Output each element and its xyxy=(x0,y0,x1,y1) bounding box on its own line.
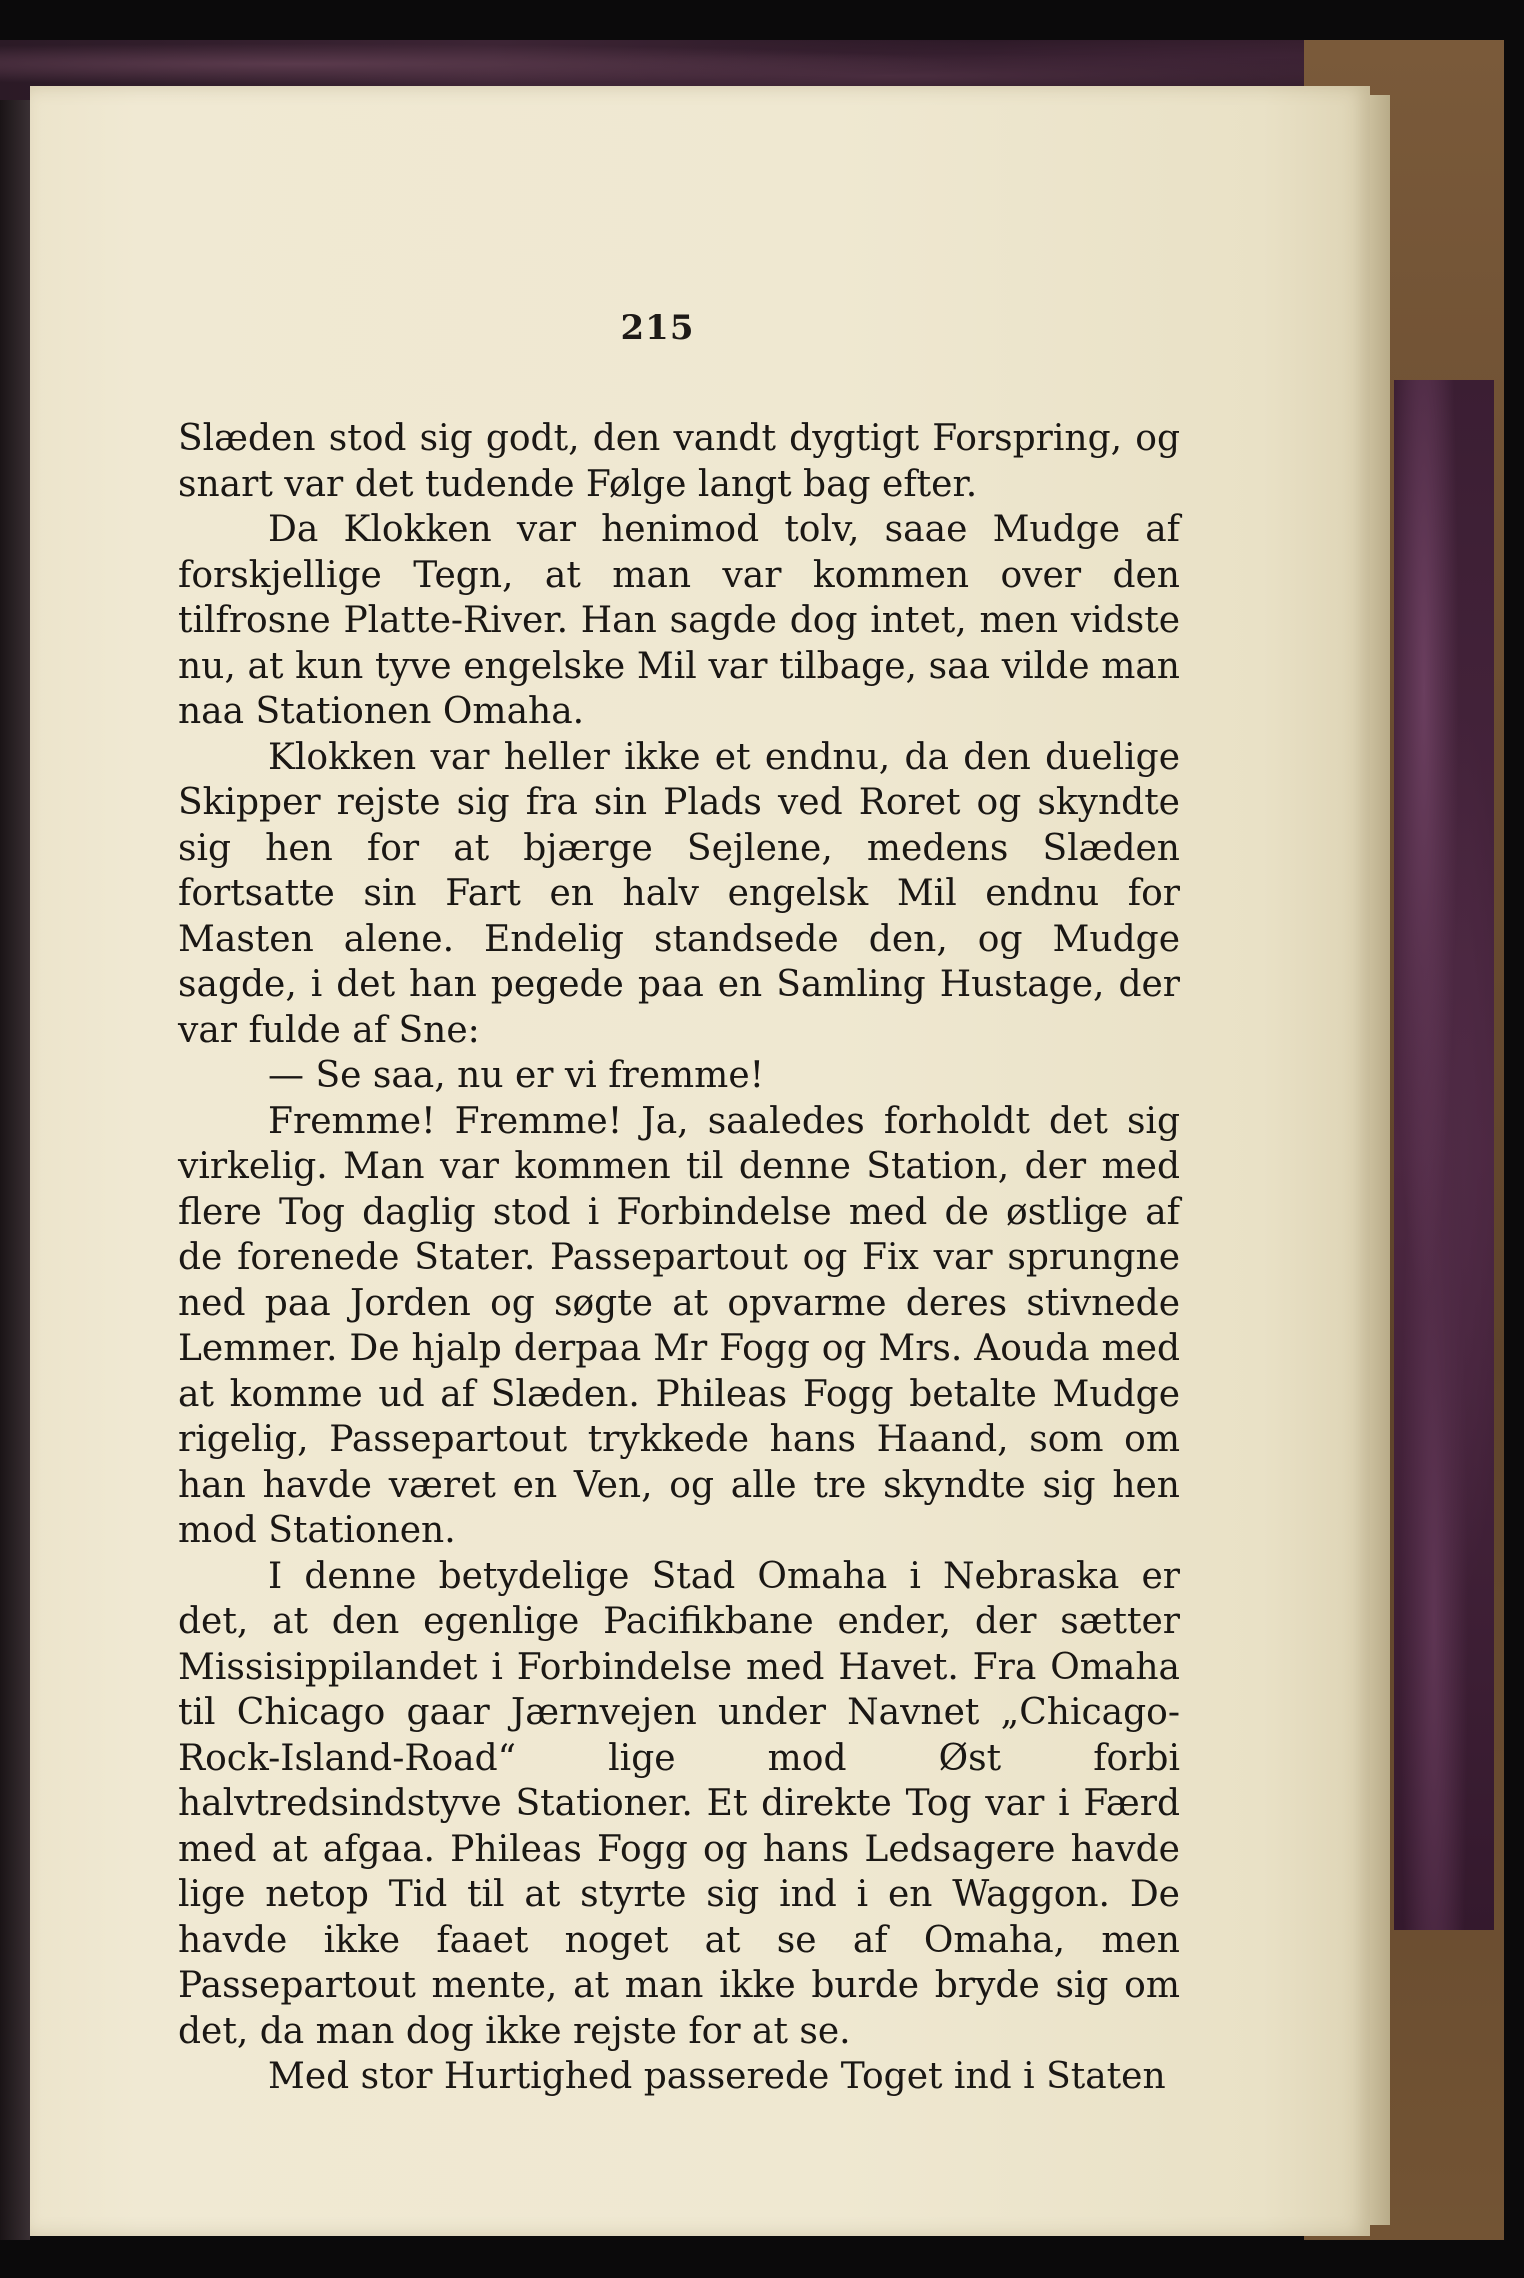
paragraph: Slæden stod sig godt, den vandt dygtigt Forspring, og snart var det tudende Følge langt bag efter. xyxy=(178,418,1180,505)
paragraph: I denne betydelige Stad Omaha i Nebraska er det, at den egenlige Pacifikbane ender, der sætter Missisippilandet i Forbindelse med Havet. Fra Omaha til Chicago gaar Jærnvejen under Navnet „Chicago-Rock-Island-Road“ lige mod Øst forbi halvtredsindstyve Stationer. Et direkte Tog var i Færd med at afgaa. Phileas Fogg og hans Ledsagere havde lige netop Tid til at styrte sig ind i en Waggon. De havde ikke faaet noget at se af Omaha, men Passepartout mente, at man ikke burde bryde sig om det, da man dog ikke rejste for at se. xyxy=(178,1555,1180,2052)
book-page xyxy=(30,86,1370,2236)
page-number: 215 xyxy=(620,308,695,348)
paragraph: Fremme! Fremme! Ja, saaledes forholdt det sig virkelig. Man var kommen til denne Station, der med flere Tog daglig stod i Forbindelse med de østlige af de forenede Stater. Passepartout og Fix var sprungne ned paa Jorden og søgte at opvarme deres stivnede Lemmer. De hjalp derpaa Mr Fogg og Mrs. Aouda med at komme ud af Slæden. Phileas Fogg betalte Mudge rigelig, Passepartout trykkede hans Haand, som om han havde været en Ven, og alle tre skyndte sig hen mod Stationen. xyxy=(178,1100,1180,1551)
body-text xyxy=(178,416,1180,2100)
paragraph: Da Klokken var henimod tolv, saae Mudge af forskjellige Tegn, at man var kommen over den tilfrosne Platte-River. Han sagde dog intet, men vidste nu, at kun tyve engelske Mil var tilbage, saa vilde man naa Stationen Omaha. xyxy=(178,509,1180,732)
dialogue-line: — Se saa, nu er vi fremme! xyxy=(268,1055,765,1096)
paragraph: Med stor Hurtighed passerede Toget ind i Staten xyxy=(268,2056,1166,2097)
cover-left-edge xyxy=(0,40,30,2240)
paragraph: Klokken var heller ikke et endnu, da den duelige Skipper rejste sig fra sin Plads ved Roret og skyndte sig hen for at bjærge Sejlene, medens Slæden fortsatte sin Fart en halv engelsk Mil endnu for Masten alene. Endelig standsede den, og Mudge sagde, i det han pegede paa en Samling Hustage, der var fulde af Sne: xyxy=(178,736,1180,1051)
marbled-cover-right xyxy=(1394,380,1494,1930)
